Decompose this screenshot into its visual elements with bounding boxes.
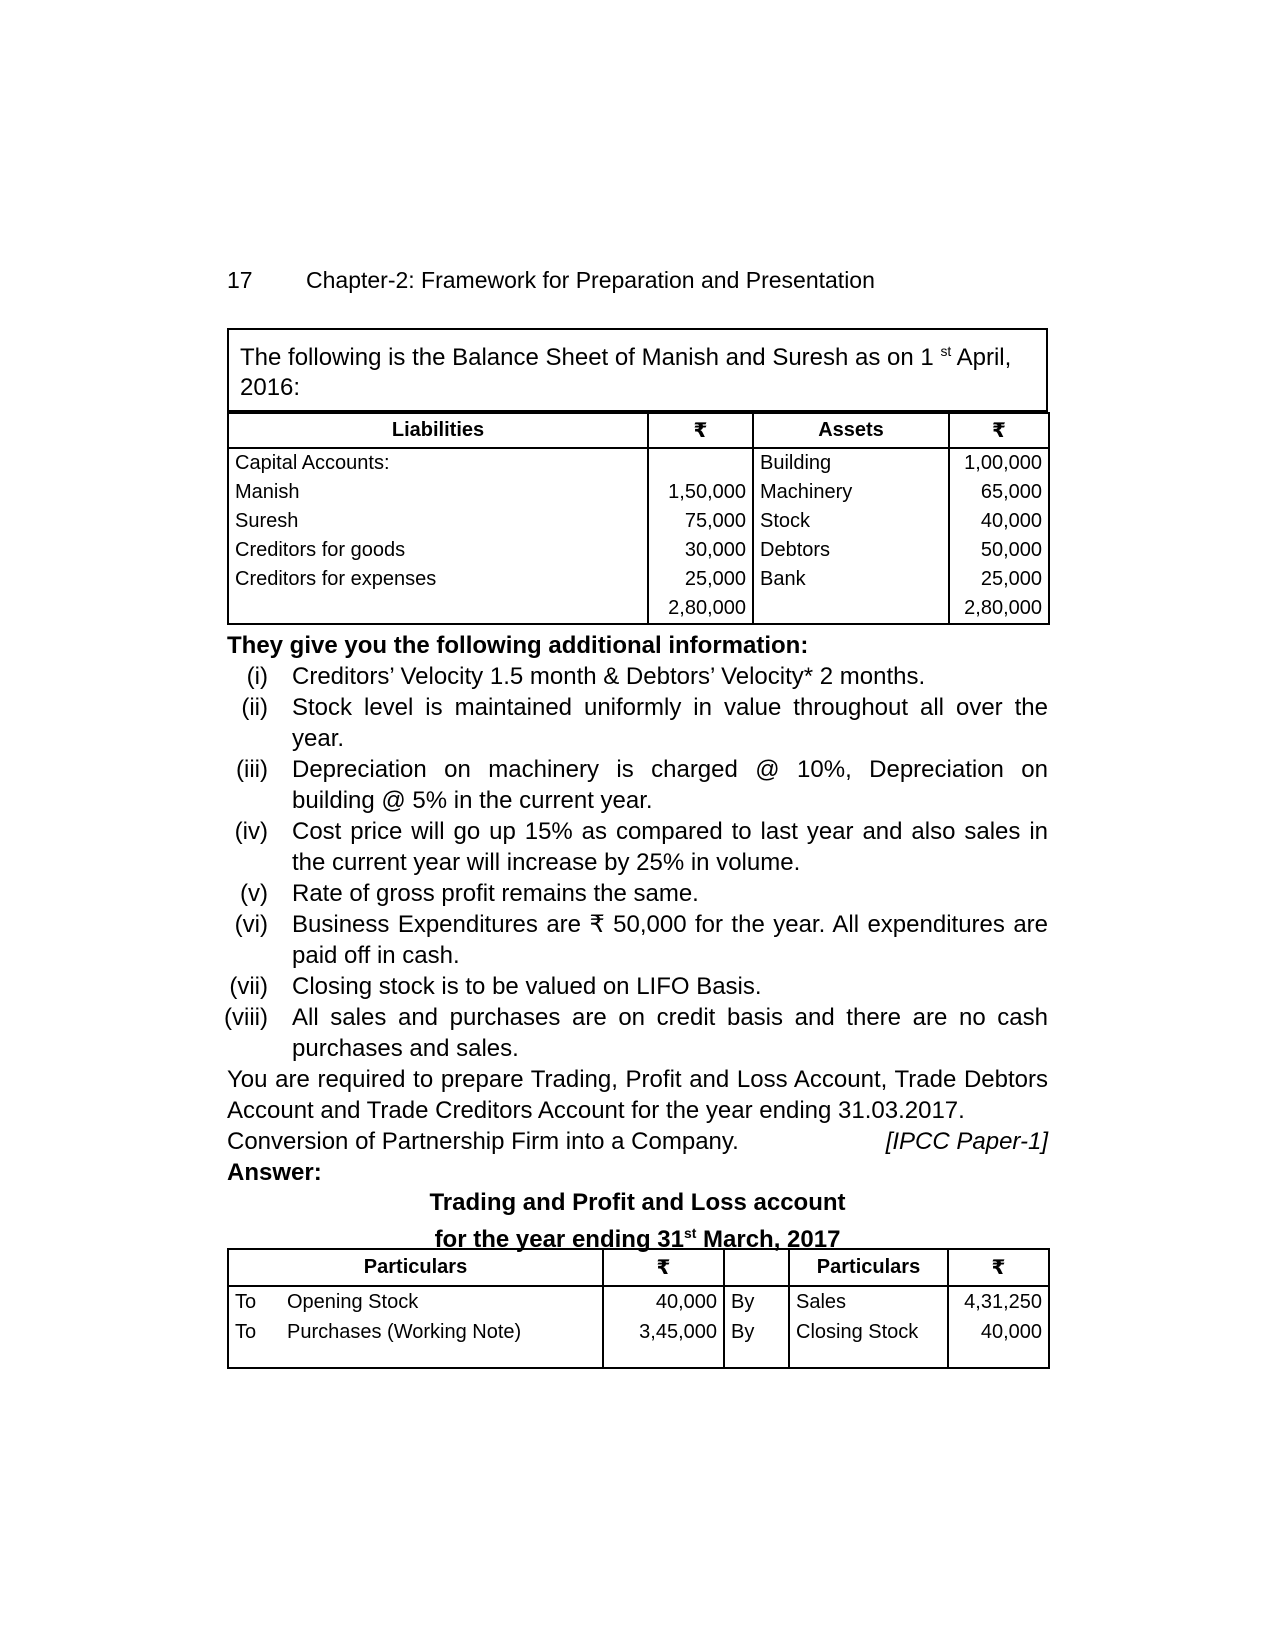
list-item-text: Stock level is maintained uniformly in value throughout all over the year. (292, 694, 1048, 752)
conversion-line (227, 1126, 1048, 1157)
dr-item: Opening Stock (287, 1290, 419, 1313)
list-item-number: (v) (240, 880, 268, 907)
dr-amount-cell: 3,45,000 (603, 1317, 724, 1347)
cr-particulars-header: Particulars (789, 1249, 948, 1286)
list-item-text: All sales and purchases are on credit basis and there are no cash purchases and sales. (292, 1004, 1048, 1062)
liability-cell: Capital Accounts: (228, 448, 648, 478)
cr-rupee-header: ₹ (948, 1249, 1049, 1286)
page-number: 17 (227, 267, 253, 293)
blank-row (228, 1347, 1049, 1368)
liability-amount-cell (648, 448, 753, 478)
asset-cell: Bank (753, 565, 949, 594)
list-item (227, 971, 1048, 1002)
list-item-text: Depreciation on machinery is charged @ 10%, Depreciation on building @ 5% in the current year. (292, 756, 1048, 814)
list-item-number: (vi) (234, 911, 268, 938)
list-item (227, 816, 1048, 878)
assets-header: Assets (753, 413, 949, 448)
dr-prefix: To (235, 1290, 257, 1313)
table-row (228, 565, 1049, 594)
body-text-section (224, 630, 1048, 1188)
list-item-number: (i) (246, 663, 268, 690)
cr-amount-cell (948, 1347, 1049, 1368)
cr-prefix-cell: By (724, 1286, 789, 1317)
liabilities-header: Liabilities (228, 413, 648, 448)
mid-header (724, 1249, 789, 1286)
list-item (227, 692, 1048, 754)
title-line-2-text-after: March, 2017 (696, 1226, 841, 1253)
dr-particulars-header: Particulars (228, 1249, 603, 1286)
dr-prefix: To (235, 1320, 257, 1343)
liability-amount-cell: 25,000 (648, 565, 753, 594)
cr-particulars-cell: Closing Stock (789, 1317, 948, 1347)
list-item (224, 1002, 1048, 1064)
rupee-header-left: ₹ (648, 413, 753, 448)
list-item-number: (viii) (224, 1004, 268, 1031)
intro-text: The following is the Balance Sheet of Manish and Suresh as on 1 (240, 344, 941, 371)
trading-account-title (227, 1187, 1048, 1255)
title-line-1: Trading and Profit and Loss account (429, 1189, 846, 1216)
list-item (227, 661, 1048, 692)
liability-cell (228, 594, 648, 624)
liability-cell: Creditors for goods (228, 536, 648, 565)
balance-sheet-table (227, 412, 1050, 625)
liability-cell: Suresh (228, 507, 648, 536)
title-line-2-text: for the year ending 31 (434, 1226, 684, 1253)
liability-amount-cell: 75,000 (648, 507, 753, 536)
list-item (227, 909, 1048, 971)
trading-header-row (228, 1249, 1049, 1286)
cr-prefix-cell (724, 1347, 789, 1368)
paper-reference: [IPCC Paper-1] (885, 1128, 1048, 1155)
asset-amount-cell: 40,000 (949, 507, 1049, 536)
asset-amount-cell: 1,00,000 (949, 448, 1049, 478)
requirement-paragraph: You are required to prepare Trading, Profit and Loss Account, Trade Debtors Account and Trade Creditors Account for the year ending 31.03.2017. (227, 1066, 1048, 1124)
liability-cell: Manish (228, 478, 648, 507)
cr-particulars-cell (789, 1347, 948, 1368)
liability-amount-cell: 30,000 (648, 536, 753, 565)
dr-particulars-cell (228, 1286, 603, 1317)
table-row (228, 507, 1049, 536)
asset-amount-cell: 65,000 (949, 478, 1049, 507)
conversion-text: Conversion of Partnership Firm into a Company. (227, 1128, 739, 1155)
list-item-number: (iii) (236, 756, 268, 783)
cr-particulars-cell: Sales (789, 1286, 948, 1317)
asset-amount-cell: 25,000 (949, 565, 1049, 594)
cr-amount-cell: 4,31,250 (948, 1286, 1049, 1317)
table-row (228, 1286, 1049, 1317)
balance-sheet-header-row (228, 413, 1049, 448)
intro-superscript: st (940, 343, 952, 359)
cr-prefix-cell: By (724, 1317, 789, 1347)
dr-amount-cell (603, 1347, 724, 1368)
list-item (227, 878, 1048, 909)
page-header (0, 267, 1275, 295)
list-item-text: Business Expenditures are ₹ 50,000 for the year. All expenditures are paid off in cash. (292, 911, 1048, 969)
asset-cell: Building (753, 448, 949, 478)
list-item-text: Rate of gross profit remains the same. (292, 880, 699, 907)
list-item-text: Cost price will go up 15% as compared to last year and also sales in the current year will increase by 25% in volume. (292, 818, 1048, 876)
list-item-number: (vii) (229, 973, 268, 1000)
intro-text-after: April, 2016: (240, 344, 1012, 401)
list-item-text: Creditors’ Velocity 1.5 month & Debtors’ Velocity* 2 months. (292, 663, 926, 690)
liability-total-cell: 2,80,000 (648, 594, 753, 624)
asset-amount-cell: 50,000 (949, 536, 1049, 565)
title-superscript: st (683, 1225, 697, 1241)
trading-account-table (227, 1248, 1050, 1369)
intro-box (227, 328, 1048, 412)
list-item (227, 754, 1048, 816)
liability-cell: Creditors for expenses (228, 565, 648, 594)
list-item-number: (iv) (234, 818, 268, 845)
dr-rupee-header: ₹ (603, 1249, 724, 1286)
dr-item: Purchases (Working Note) (287, 1320, 522, 1343)
asset-total-cell: 2,80,000 (949, 594, 1049, 624)
asset-cell: Debtors (753, 536, 949, 565)
answer-label: Answer: (227, 1159, 322, 1186)
table-row (228, 448, 1049, 478)
totals-row (228, 594, 1049, 624)
table-row (228, 478, 1049, 507)
dr-particulars-cell (228, 1317, 603, 1347)
list-item-number: (ii) (241, 694, 268, 721)
dr-particulars-cell (228, 1347, 603, 1368)
cr-amount-cell: 40,000 (948, 1317, 1049, 1347)
asset-cell: Machinery (753, 478, 949, 507)
asset-cell: Stock (753, 507, 949, 536)
list-item-text: Closing stock is to be valued on LIFO Basis. (292, 973, 762, 1000)
liability-amount-cell: 1,50,000 (648, 478, 753, 507)
table-row (228, 536, 1049, 565)
rupee-header-right: ₹ (949, 413, 1049, 448)
asset-cell (753, 594, 949, 624)
chapter-title: Chapter-2: Framework for Preparation and Presentation (306, 267, 875, 293)
dr-amount-cell: 40,000 (603, 1286, 724, 1317)
additional-info-heading: They give you the following additional information: (227, 632, 809, 659)
table-row (228, 1317, 1049, 1347)
